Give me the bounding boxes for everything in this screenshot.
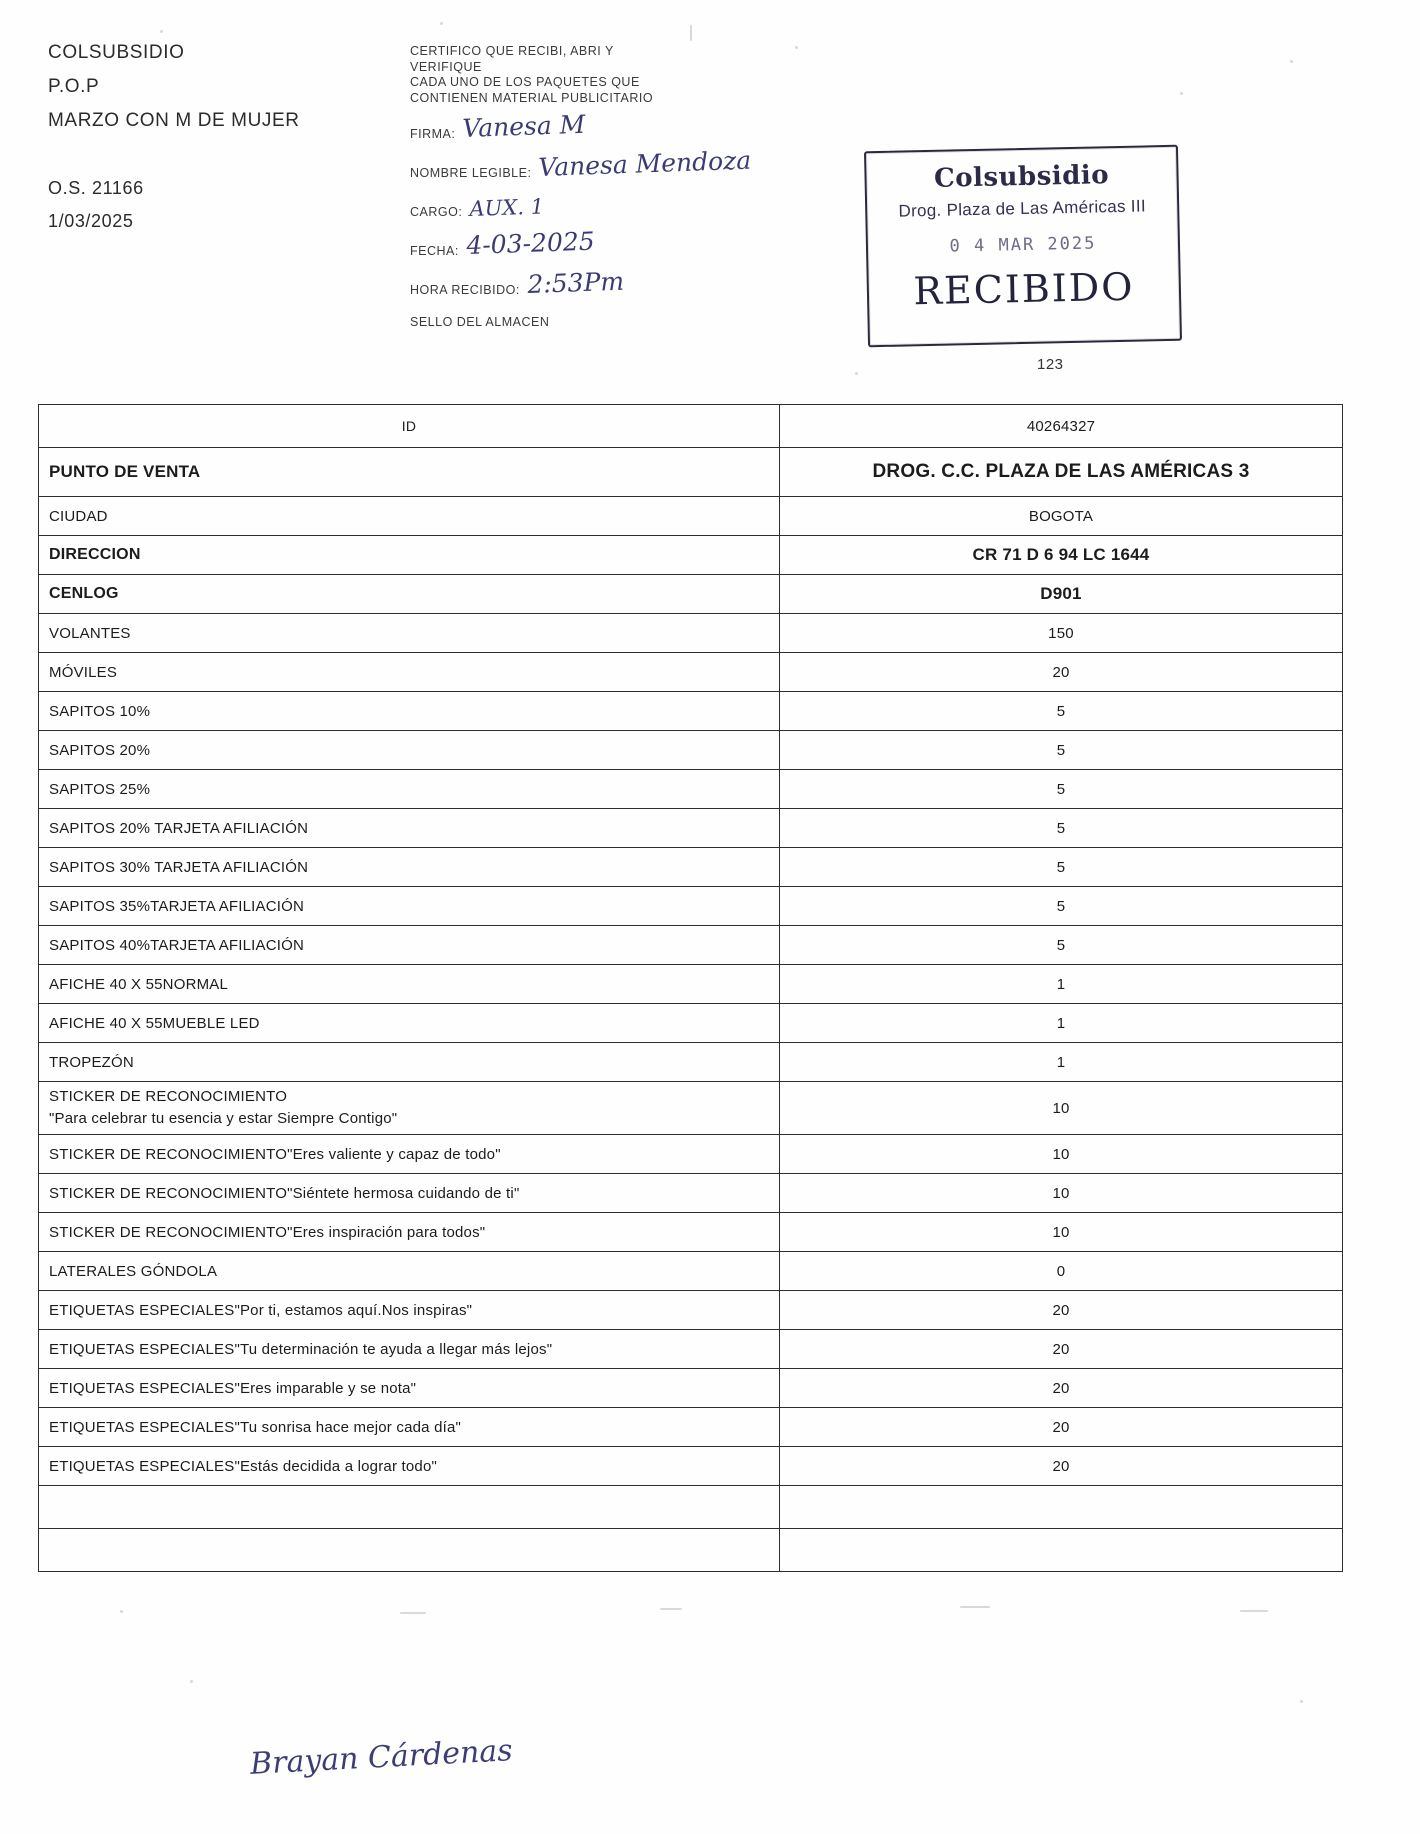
- row-value: 20: [780, 1291, 1343, 1330]
- row-label: VOLANTES: [39, 614, 780, 653]
- stamp-brand: Colsubsidio: [933, 160, 1110, 194]
- row-value: 5: [780, 887, 1343, 926]
- table-row: [39, 448, 1343, 497]
- table-row: [39, 1408, 1343, 1447]
- table-row: [39, 1447, 1343, 1486]
- table-row: [39, 1174, 1343, 1213]
- row-label: ETIQUETAS ESPECIALES"Tu determinación te ayuda a llegar más lejos": [39, 1330, 780, 1369]
- field-nombre-label: NOMBRE LEGIBLE:: [410, 166, 532, 180]
- row-value: 10: [780, 1082, 1343, 1135]
- table-row: [39, 497, 1343, 536]
- row-value: 20: [780, 1330, 1343, 1369]
- table-row: [39, 1004, 1343, 1043]
- row-value: [780, 1529, 1343, 1572]
- row-label: TROPEZÓN: [39, 1043, 780, 1082]
- field-cargo-label: CARGO:: [410, 205, 463, 219]
- stamp-date: 0 4 MAR 2025: [949, 233, 1097, 257]
- certification-line: CERTIFICO QUE RECIBI, ABRI Y: [410, 44, 614, 58]
- field-hora-value: 2:53Pm: [526, 266, 625, 300]
- table-row: [39, 1082, 1343, 1135]
- field-cargo-value: AUX. 1: [469, 194, 545, 222]
- footer-signature: Brayan Cárdenas: [249, 1733, 514, 1782]
- field-hora-label: HORA RECIBIDO:: [410, 283, 520, 297]
- table-row: [39, 1486, 1343, 1529]
- row-value: 5: [780, 926, 1343, 965]
- table-row: [39, 575, 1343, 614]
- table-row: [39, 848, 1343, 887]
- certification-line: CADA UNO DE LOS PAQUETES QUE: [410, 75, 640, 89]
- row-value: 10: [780, 1174, 1343, 1213]
- row-label: [39, 1082, 780, 1135]
- row-label: CENLOG: [39, 575, 780, 614]
- field-firma-value: Vanesa M: [462, 109, 587, 144]
- field-hora: [410, 262, 780, 301]
- row-label: SAPITOS 30% TARJETA AFILIACIÓN: [39, 848, 780, 887]
- field-fecha-label: FECHA:: [410, 244, 459, 258]
- row-label: MÓVILES: [39, 653, 780, 692]
- row-value: 1: [780, 1004, 1343, 1043]
- stamp-store: Drog. Plaza de Las Américas III: [898, 196, 1147, 221]
- row-value: 5: [780, 692, 1343, 731]
- table-row: [39, 1135, 1343, 1174]
- row-label: ETIQUETAS ESPECIALES"Estás decidida a lograr todo": [39, 1447, 780, 1486]
- field-cargo: [410, 184, 780, 223]
- row-label: [39, 1529, 780, 1572]
- field-fecha: [410, 223, 780, 262]
- row-label: SAPITOS 20% TARJETA AFILIACIÓN: [39, 809, 780, 848]
- row-value: 1: [780, 965, 1343, 1004]
- row-label: STICKER DE RECONOCIMIENTO"Siéntete hermosa cuidando de ti": [39, 1174, 780, 1213]
- row-value: 10: [780, 1135, 1343, 1174]
- certification-line: CONTIENEN MATERIAL PUBLICITARIO: [410, 90, 654, 105]
- row-label: AFICHE 40 X 55MUEBLE LED: [39, 1004, 780, 1043]
- row-value: 20: [780, 1447, 1343, 1486]
- row-label: PUNTO DE VENTA: [39, 448, 780, 497]
- row-label: [39, 1486, 780, 1529]
- items-table-container: [38, 404, 1343, 1572]
- stamp-recibido-text: RECIBIDO: [912, 264, 1135, 314]
- row-value: 150: [780, 614, 1343, 653]
- row-value: 0: [780, 1252, 1343, 1291]
- row-label: SAPITOS 20%: [39, 731, 780, 770]
- row-label: CIUDAD: [39, 497, 780, 536]
- table-row: [39, 770, 1343, 809]
- table-row: [39, 1330, 1343, 1369]
- row-label: LATERALES GÓNDOLA: [39, 1252, 780, 1291]
- table-row: [39, 887, 1343, 926]
- field-fecha-value: 4-03-2025: [465, 226, 595, 261]
- row-label: STICKER DE RECONOCIMIENTO"Eres valiente y capaz de todo": [39, 1135, 780, 1174]
- field-nombre: [410, 145, 780, 184]
- page-number: 123: [1037, 356, 1064, 373]
- company-name: COLSUBSIDIO: [48, 42, 185, 63]
- row-value: 20: [780, 653, 1343, 692]
- field-firma: [410, 106, 780, 145]
- row-label: DIRECCION: [39, 536, 780, 575]
- certification-line: VERIFIQUE: [410, 59, 482, 74]
- table-row: [39, 653, 1343, 692]
- order-date: 1/03/2025: [48, 211, 134, 231]
- table-row: [39, 809, 1343, 848]
- row-label: SAPITOS 10%: [39, 692, 780, 731]
- items-table: [38, 404, 1343, 1572]
- row-label-line1: STICKER DE RECONOCIMIENTO: [49, 1088, 288, 1105]
- row-value: 20: [780, 1369, 1343, 1408]
- sello-label: SELLO DEL ALMACEN: [410, 315, 550, 329]
- row-label: ID: [39, 405, 780, 448]
- table-row: [39, 926, 1343, 965]
- table-row: [39, 731, 1343, 770]
- campaign-name: MARZO CON M DE MUJER: [48, 110, 300, 131]
- row-value: 5: [780, 848, 1343, 887]
- row-value: 10: [780, 1213, 1343, 1252]
- row-label: SAPITOS 35%TARJETA AFILIACIÓN: [39, 887, 780, 926]
- table-row: [39, 536, 1343, 575]
- row-label: AFICHE 40 X 55NORMAL: [39, 965, 780, 1004]
- row-value: 40264327: [780, 405, 1343, 448]
- table-row: [39, 1252, 1343, 1291]
- row-value: 5: [780, 809, 1343, 848]
- row-value: 20: [780, 1408, 1343, 1447]
- row-value: DROG. C.C. PLAZA DE LAS AMÉRICAS 3: [780, 448, 1343, 497]
- table-row: [39, 1369, 1343, 1408]
- row-value: CR 71 D 6 94 LC 1644: [780, 536, 1343, 575]
- row-value: BOGOTA: [780, 497, 1343, 536]
- field-firma-label: FIRMA:: [410, 127, 456, 141]
- table-row: [39, 1043, 1343, 1082]
- row-value: 1: [780, 1043, 1343, 1082]
- row-label: ETIQUETAS ESPECIALES"Tu sonrisa hace mejor cada día": [39, 1408, 780, 1447]
- received-stamp: [864, 145, 1182, 348]
- table-row: [39, 692, 1343, 731]
- field-nombre-value: Vanesa Mendoza: [538, 145, 753, 183]
- table-row: [39, 965, 1343, 1004]
- certification-block: [410, 44, 780, 329]
- pop-label: P.O.P: [48, 76, 100, 97]
- table-row: [39, 1291, 1343, 1330]
- row-label: SAPITOS 25%: [39, 770, 780, 809]
- row-label: ETIQUETAS ESPECIALES"Por ti, estamos aquí.Nos inspiras": [39, 1291, 780, 1330]
- row-value: 5: [780, 770, 1343, 809]
- row-label: ETIQUETAS ESPECIALES"Eres imparable y se nota": [39, 1369, 780, 1408]
- table-row: [39, 614, 1343, 653]
- table-row: [39, 405, 1343, 448]
- items-table-body: [39, 405, 1343, 1572]
- table-row: [39, 1529, 1343, 1572]
- row-value: 5: [780, 731, 1343, 770]
- row-value: [780, 1486, 1343, 1529]
- row-label-line2: "Para celebrar tu esencia y estar Siempre Contigo": [49, 1110, 398, 1127]
- row-label: SAPITOS 40%TARJETA AFILIACIÓN: [39, 926, 780, 965]
- row-label: STICKER DE RECONOCIMIENTO"Eres inspiración para todos": [39, 1213, 780, 1252]
- row-value: D901: [780, 575, 1343, 614]
- order-number: O.S. 21166: [48, 178, 144, 198]
- document-header-left: [48, 42, 378, 244]
- table-row: [39, 1213, 1343, 1252]
